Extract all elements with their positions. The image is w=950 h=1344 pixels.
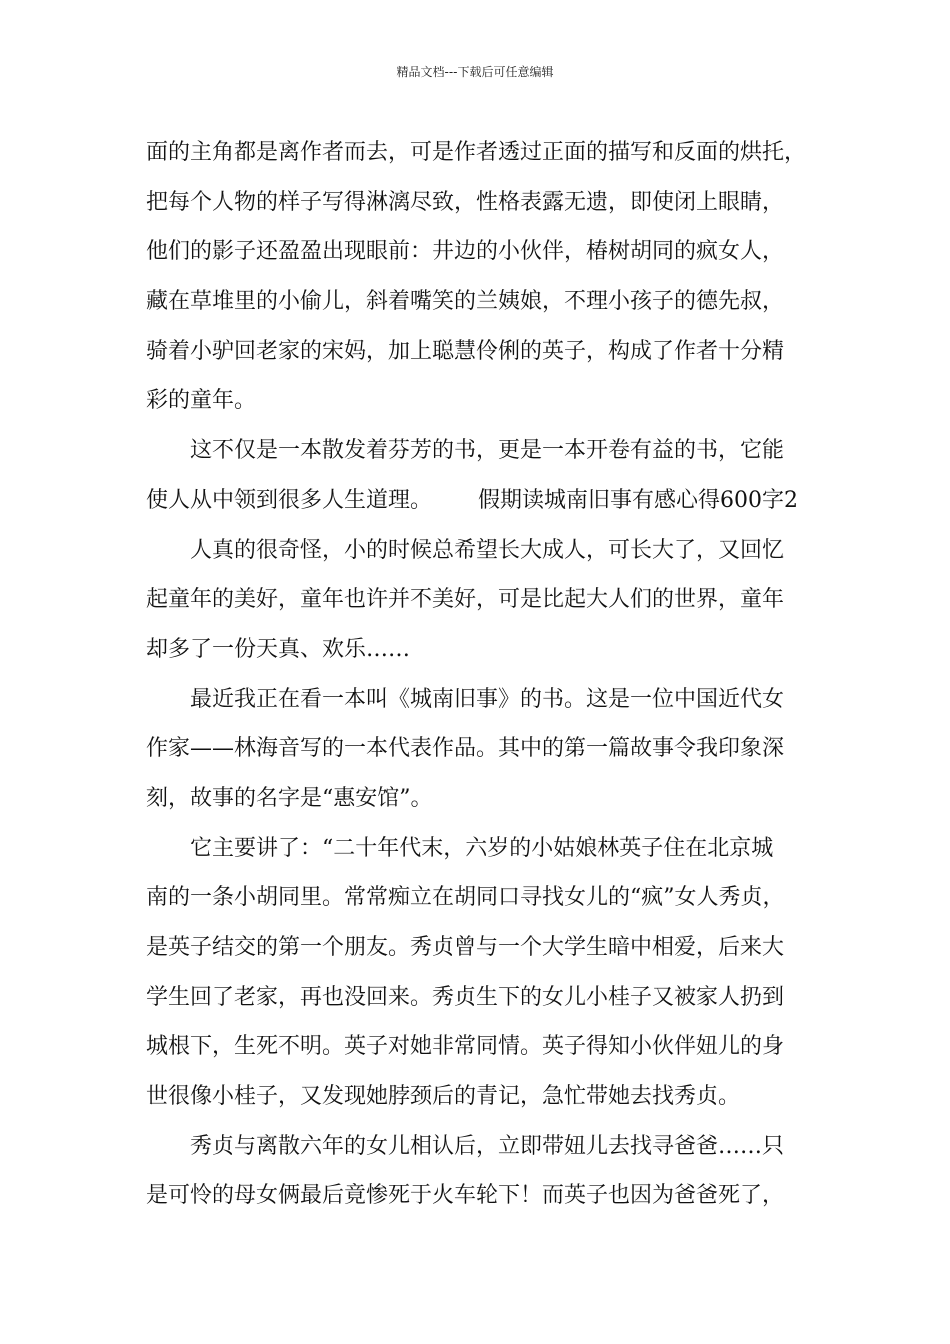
- text-line: 彩的童年。: [146, 388, 257, 414]
- text-line: 他们的影子还盈盈出现眼前：井边的小伙伴，椿树胡同的疯女人，: [146, 239, 785, 265]
- text-line: 刻，故事的名字是“惠安馆”。: [146, 785, 433, 811]
- text-line: 世很像小桂子，又发现她脖颈后的青记，急忙带她去找秀贞。: [146, 1084, 741, 1110]
- text-line: 秀贞与离散六年的女儿相认后，立即带妞儿去找寻爸爸……只: [190, 1133, 785, 1159]
- text-line: 把每个人物的样子写得淋漓尽致，性格表露无遗，即使闭上眼睛，: [146, 189, 785, 215]
- text-line: 人真的很奇怪，小的时候总希望长大成人，可长大了，又回忆: [190, 537, 785, 563]
- text-line: 是可怜的母女俩最后竟惨死于火车轮下！而英子也因为爸爸死了，: [146, 1183, 785, 1209]
- text-line: 却多了一份天真、欢乐……: [146, 636, 411, 662]
- text-line: 城根下，生死不明。英子对她非常同情。英子得知小伙伴妞儿的身: [146, 1034, 785, 1060]
- section-title: 假期读城南旧事有感心得600字2: [478, 487, 799, 513]
- body-text: [146, 128, 818, 1221]
- text-line: 它主要讲了：“二十年代末，六岁的小姑娘林英子住在北京城: [190, 835, 774, 861]
- text-line: 南的一条小胡同里。常常痴立在胡同口寻找女儿的“疯”女人秀贞，: [146, 885, 785, 911]
- text-line: [146, 476, 818, 526]
- text-line: 起童年的美好，童年也许并不美好，可是比起大人们的世界，童年: [146, 587, 785, 613]
- text-line: 最近我正在看一本叫《城南旧事》的书。这是一位中国近代女: [190, 686, 785, 712]
- page-header: 精品文档---下载后可任意编辑: [396, 65, 554, 79]
- text-line: 学生回了老家，再也没回来。秀贞生下的女儿小桂子又被家人扔到: [146, 984, 785, 1010]
- text-line-segment: 使人从中领到很多人生道理。: [146, 487, 433, 513]
- text-line: 作家——林海音写的一本代表作品。其中的第一篇故事令我印象深: [146, 736, 785, 762]
- text-line: 这不仅是一本散发着芬芳的书，更是一本开卷有益的书，它能: [190, 438, 785, 464]
- text-line: 藏在草堆里的小偷儿，斜着嘴笑的兰姨娘，不理小孩子的德先叔，: [146, 289, 785, 315]
- text-line: 面的主角都是离作者而去，可是作者透过正面的描写和反面的烘托，: [146, 140, 807, 165]
- text-line: 是英子结交的第一个朋友。秀贞曾与一个大学生暗中相爱，后来大: [146, 935, 785, 960]
- text-line: 骑着小驴回老家的宋妈，加上聪慧伶俐的英子，构成了作者十分精: [146, 338, 785, 364]
